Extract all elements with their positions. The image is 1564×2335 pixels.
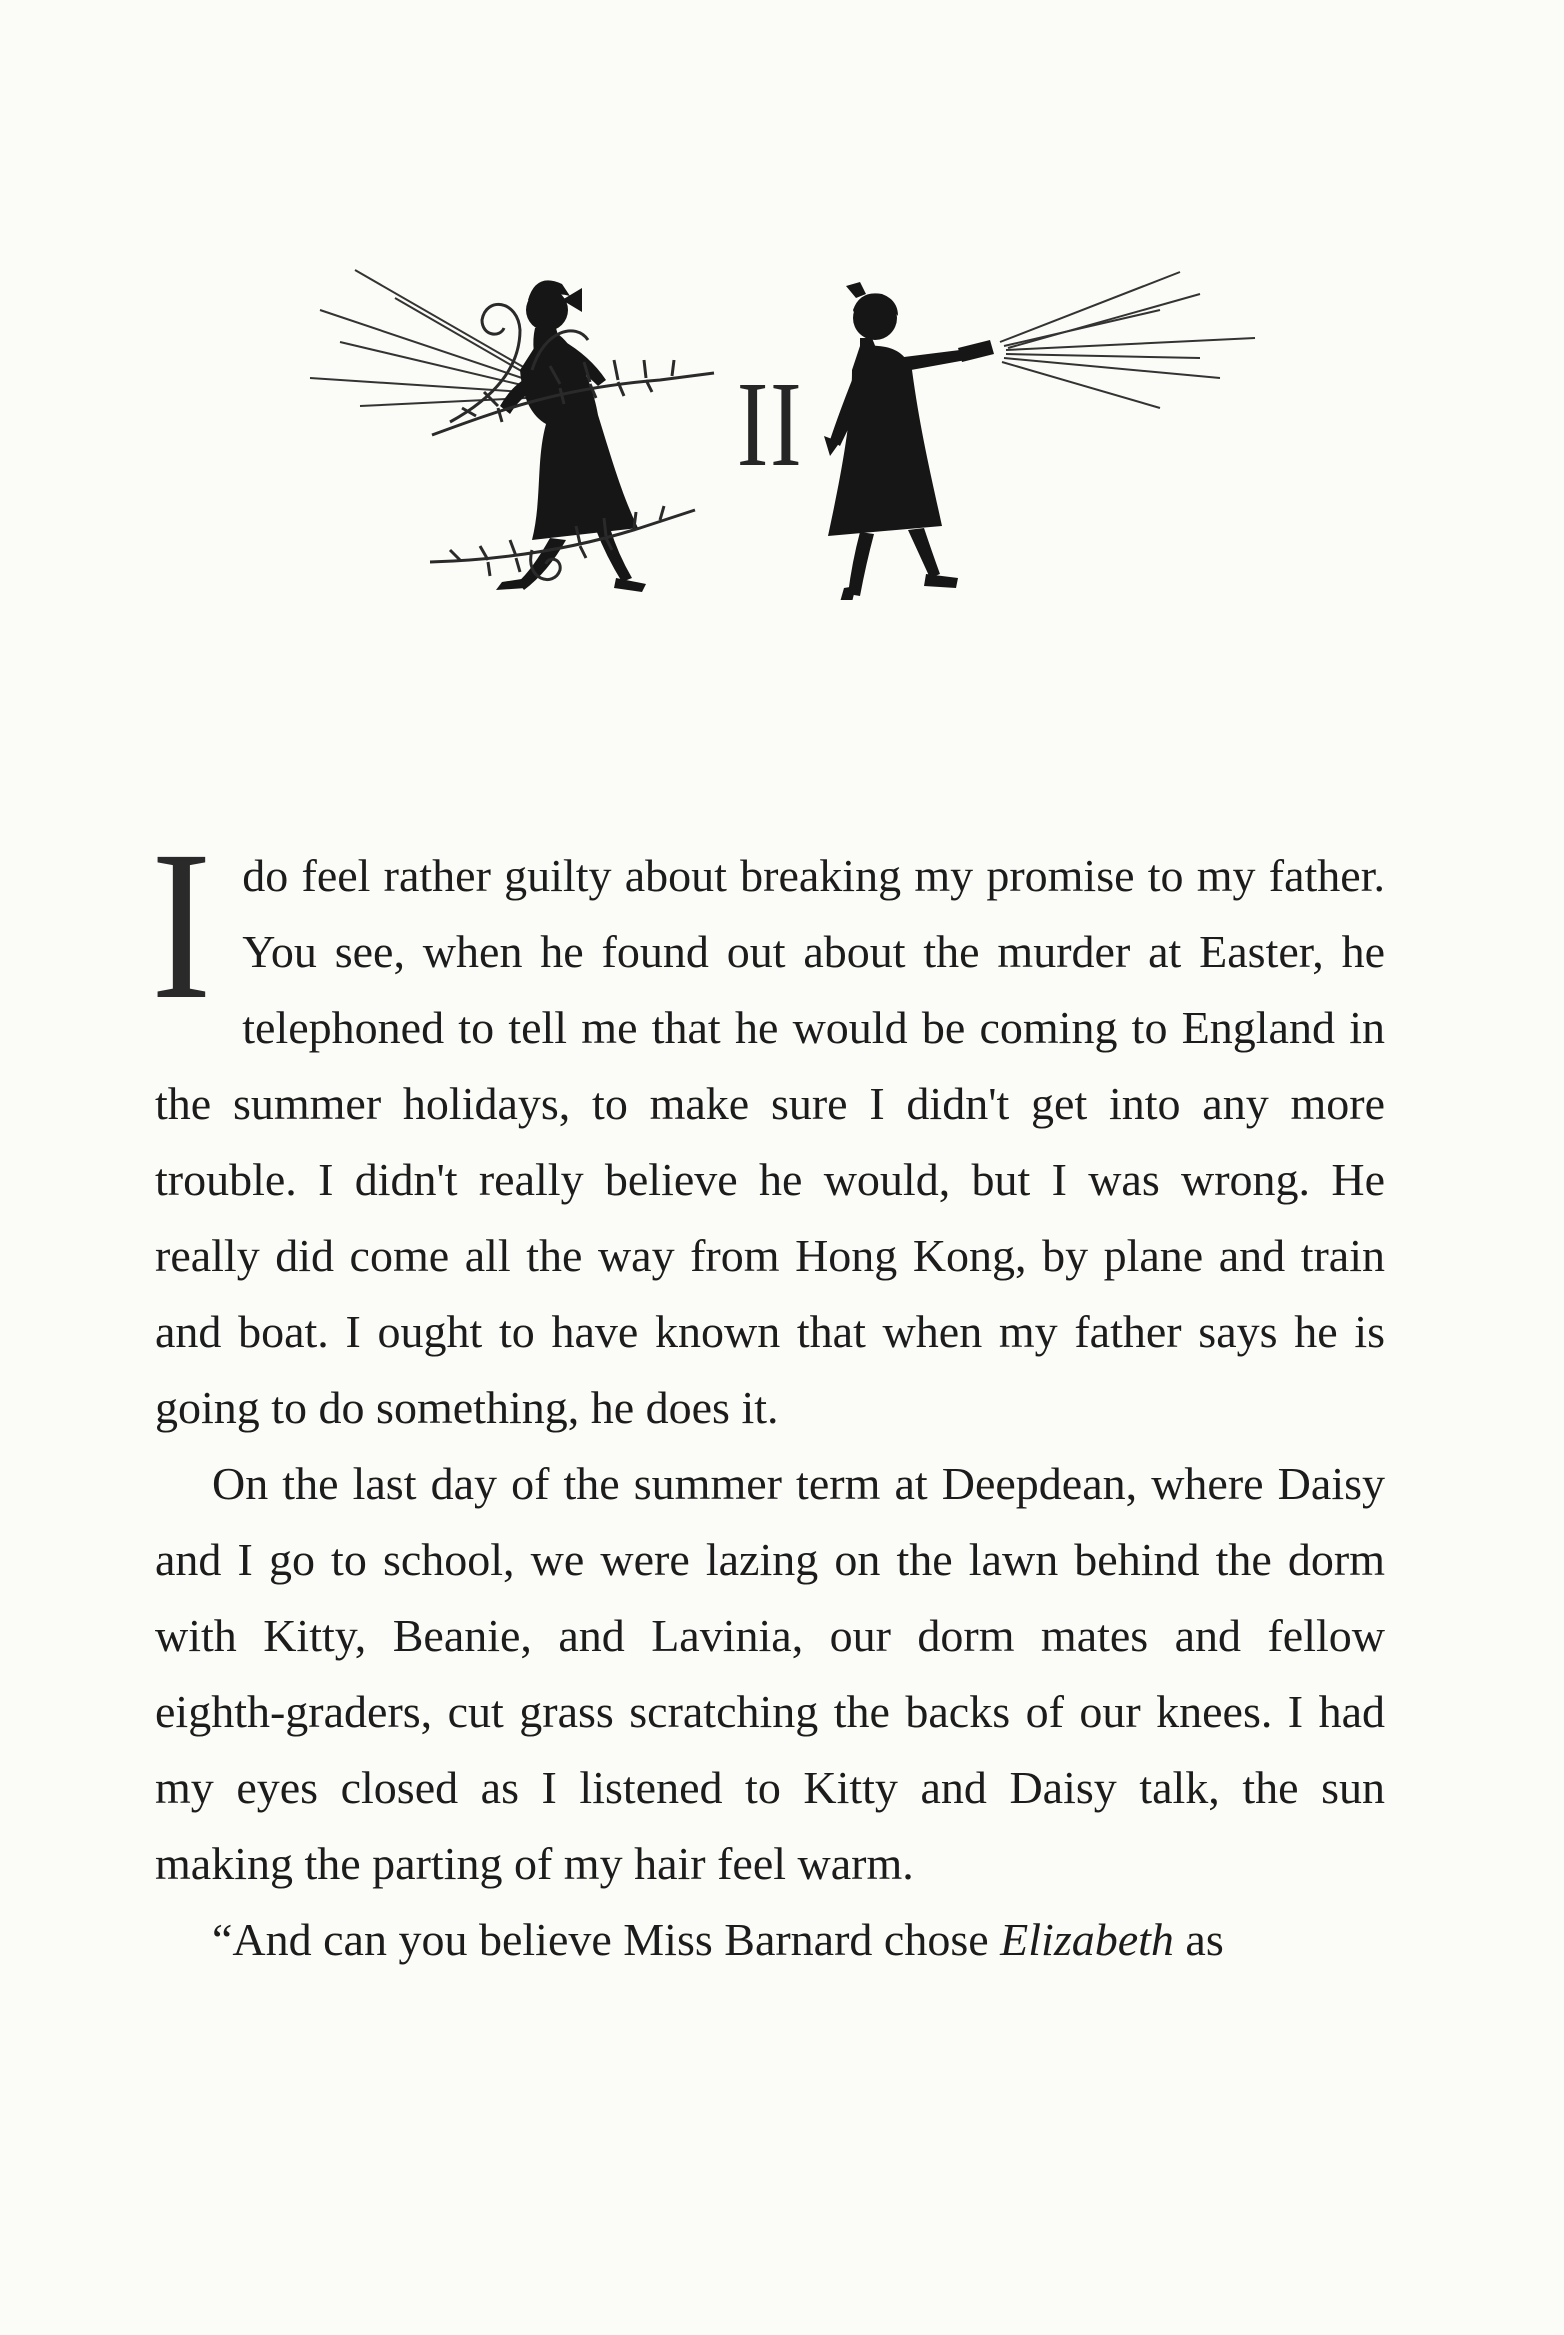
chapter-body-text [151, 807, 1385, 1978]
paragraph-1-text: do feel rather guilty about breaking my promise to my father. You see, when he found out about the murder at Easter, he telephoned to tell me that he would be coming to England in the summer holidays, to make sure I didn't get into any more trouble. I didn't really believe he would, but I was wrong. He really did come all the way from Hong Kong, by plane and train and boat. I ought to have known that when my father says he is going to do something, he does it. [155, 850, 1385, 1433]
right-flashlight-beams-icon [1000, 272, 1255, 408]
paragraph-1 [151, 807, 1385, 1446]
paragraph-3 [155, 1902, 1385, 1978]
paragraph-3-emphasis: Elizabeth [1000, 1914, 1174, 1965]
paragraph-2: On the last day of the summer term at Deepdean, where Daisy and I go to school, we were lazing on the lawn behind the dorm with Kitty, Beanie, and Lavinia, our dorm mates and fellow eighth-graders, cut grass scratching the backs of our knees. I had my eyes closed as I listened to Kitty and Daisy talk, the sun making the parting of my hair feel warm. [155, 1458, 1385, 1889]
right-girl-silhouette-icon [824, 282, 994, 600]
paragraph-3-text-after: as [1173, 1914, 1224, 1965]
paragraph-3-text-before: “And can you believe Miss Barnard chose [212, 1914, 1001, 1965]
drop-cap: I [151, 807, 212, 1044]
chapter-number: II [736, 357, 804, 492]
